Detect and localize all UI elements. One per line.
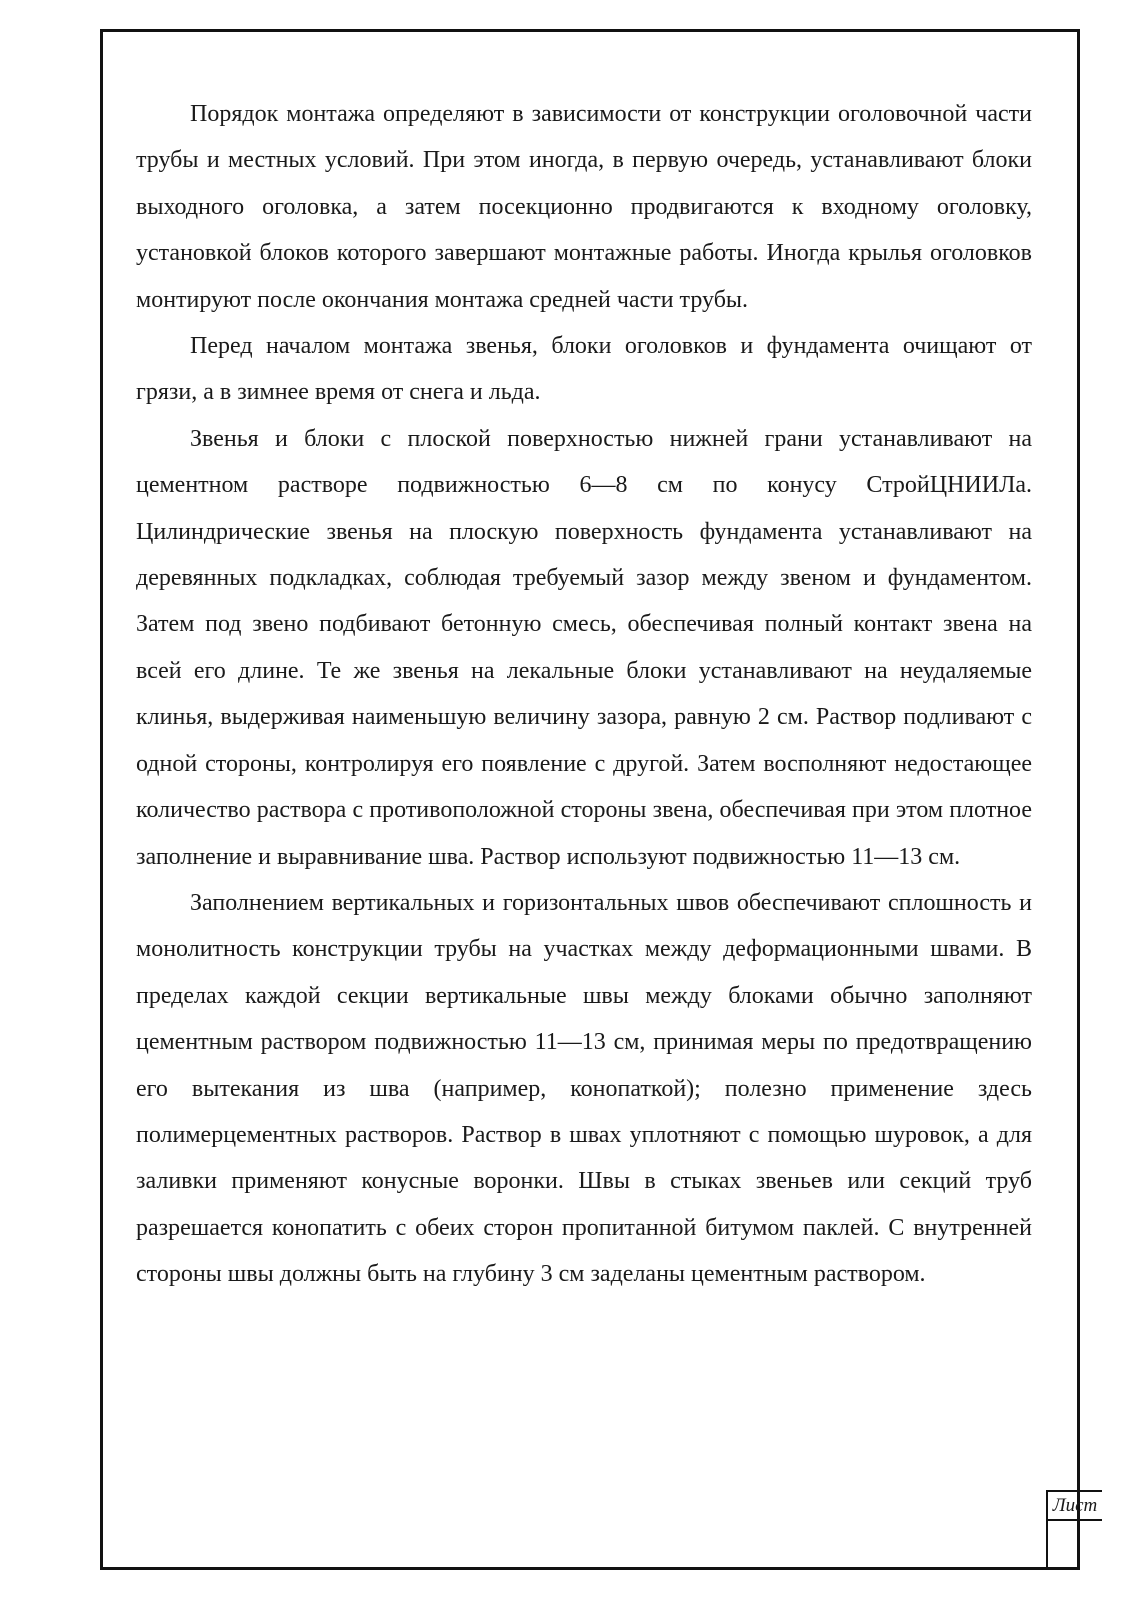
sheet-label: Лист	[1048, 1490, 1102, 1521]
paragraph-2: Перед началом монтажа звенья, блоки оголовков и фундамента очищают от грязи, а в зимнее время от снега и льда.	[136, 333, 1032, 406]
document-body	[136, 91, 1032, 1298]
paragraph-1: Порядок монтажа определяют в зависимости от конструкции оголовочной части трубы и местных условий. При этом иногда, в первую очередь, устанавливают блоки выходного оголовка, а затем посекционно продвигаются к входному оголовку, установкой блоков которого завершают монтажные работы. Иногда крылья оголовков монтируют после окончания монтажа средней части трубы.	[136, 101, 1032, 313]
paragraph-4: Заполнением вертикальных и горизонтальных швов обеспечивают сплошность и монолитность конструкции трубы на участках между деформационными швами. В пределах каждой секции вертикальные швы между блоками обычно заполняют цементным раствором подвижностью 11—13 см, принимая меры по предотвращению его вытекания из шва (например, конопаткой); полезно применение здесь полимерцементных растворов. Раствор в швах уплотняют с помощью шуровок, а для заливки применяют конусные воронки. Швы в стыках звеньев или секций труб разрешается конопатить с обеих сторон пропитанной битумом паклей. С внутренней стороны швы должны быть на глубину 3 см заделаны цементным раствором.	[136, 889, 1032, 1288]
sheet-number-cell	[1048, 1521, 1102, 1570]
paragraph-3: Звенья и блоки с плоской поверхностью нижней грани устанавливают на цементном растворе подвижностью 6—8 см по конусу СтройЦНИИЛа. Цилиндрические звенья на плоскую поверхность фундамента устанавливают на деревянных подкладках, соблюдая требуемый зазор между звеном и фундаментом. Затем под звено подбивают бетонную смесь, обеспечивая полный контакт звена на всей его длине. Те же звенья на лекальные блоки устанавливают на неудаляемые клинья, выдерживая наименьшую величину зазора, равную 2 см. Раствор подливают с одной стороны, контролируя его появление с другой. Затем восполняют недостающее количество раствора с противоположной стороны звена, обеспечивая при этом плотное заполнение и выравнивание шва. Раствор используют подвижностью 11—13 см.	[136, 425, 1032, 870]
sheet-number-stamp	[1046, 1490, 1102, 1570]
